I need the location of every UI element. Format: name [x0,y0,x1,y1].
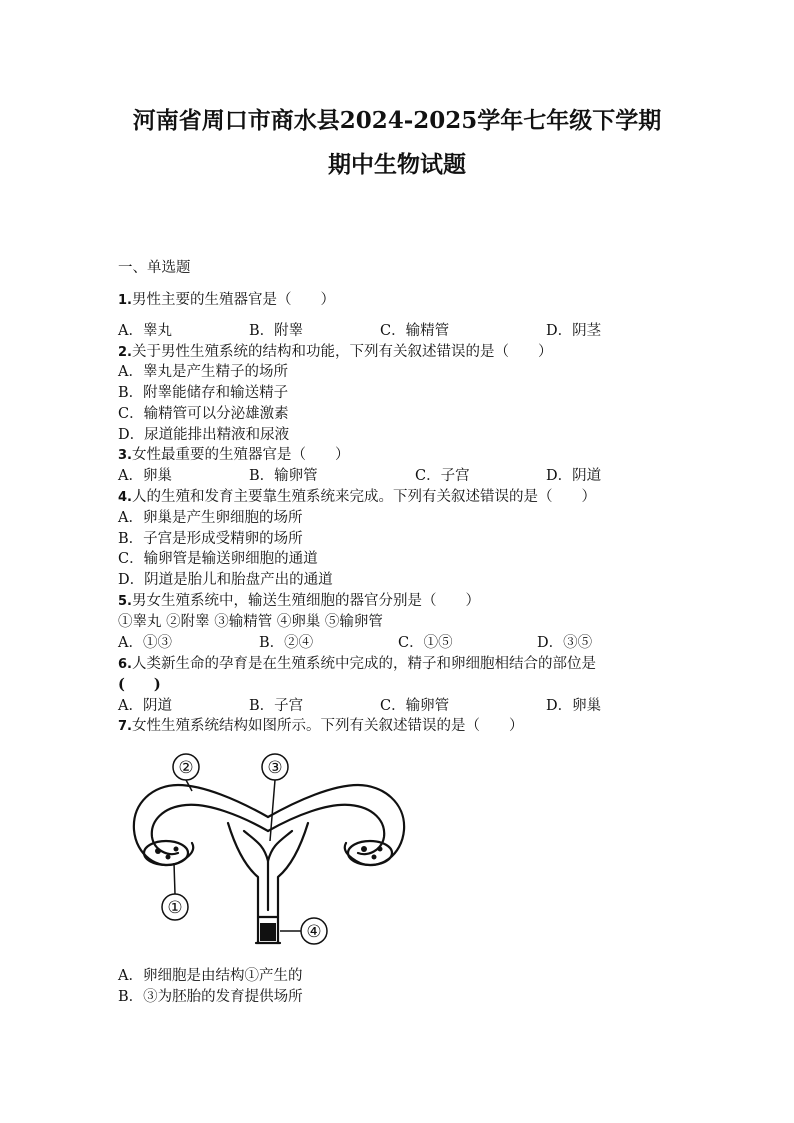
question-text: 男性主要的生殖器官是（ ） [131,292,335,308]
option-a[interactable]: A．卵细胞是由结构①产生的 [118,968,303,984]
option-b[interactable]: B．附睾 [249,323,304,339]
question-7 [118,717,523,736]
question-text: 人类新生命的孕育是在生殖系统中完成的，精子和卵细胞相结合的部位是 [131,656,596,672]
document-title-line1: 河南省周口市商水县2024-2025学年七年级下学期 [132,107,662,134]
option-b[interactable]: B．附睾能储存和输送精子 [118,385,289,401]
question-1 [118,291,335,310]
option-b[interactable]: B．子宫是形成受精卵的场所 [118,531,303,547]
option-d[interactable]: D．阴茎 [546,323,602,339]
option-d[interactable]: D．阴道是胎儿和胎盘产出的通道 [118,572,333,588]
document-title-line2: 期中生物试题 [328,151,466,178]
option-a[interactable]: A．睾丸是产生精子的场所 [118,364,288,380]
option-c[interactable]: C．输精管可以分泌雄激素 [118,406,289,422]
female-reproductive-system-diagram [118,745,418,955]
question-5 [118,592,480,611]
question-number: 6. [118,657,132,672]
question-4 [118,488,596,507]
option-a[interactable]: A．①③ [118,635,172,651]
figure-label-4: ④ [306,922,322,942]
question-3 [118,446,349,465]
option-d[interactable]: D．阴道 [546,468,602,484]
question-text: 女性最重要的生殖器官是（ ） [131,447,350,463]
option-d[interactable]: D．尿道能排出精液和尿液 [118,427,290,443]
option-b[interactable]: B．③为胚胎的发育提供场所 [118,989,303,1005]
option-a[interactable]: A．卵巢 [118,468,172,484]
question-number: 1. [118,293,132,308]
question-number: 7. [118,719,132,734]
option-a[interactable]: A．卵巢是产生卵细胞的场所 [118,510,303,526]
figure-label-1: ① [167,898,183,918]
question-number: 4. [118,490,132,505]
option-b[interactable]: B．子宫 [249,698,304,714]
question-6 [118,655,596,674]
question-number: 3. [118,448,132,463]
option-a[interactable]: A．睾丸 [118,323,172,339]
option-d[interactable]: D．③⑤ [537,635,593,651]
question-text: 男女生殖系统中，输送生殖细胞的器官分别是（ ） [131,593,480,609]
question-2 [118,343,552,362]
option-c[interactable]: C．①⑤ [398,635,453,651]
option-b[interactable]: B．②④ [259,635,314,651]
question-text: 女性生殖系统结构如图所示。下列有关叙述错误的是（ ） [131,718,524,734]
option-a[interactable]: A．阴道 [118,698,172,714]
question-number: 2. [118,345,132,360]
question-5-items: ①睾丸 ②附睾 ③输精管 ④卵巢 ⑤输卵管 [118,614,383,630]
question-6-bracket: ( ) [118,676,161,693]
figure-label-3: ③ [267,758,283,778]
section-heading: 一、单选题 [118,260,191,276]
figure-label-2: ② [178,758,194,778]
option-c[interactable]: C．子宫 [415,468,470,484]
option-d[interactable]: D．卵巢 [546,698,602,714]
option-c[interactable]: C．输卵管 [380,698,450,714]
question-text: 人的生殖和发育主要靠生殖系统来完成。下列有关叙述错误的是（ ） [131,489,596,505]
option-c[interactable]: C．输精管 [380,323,450,339]
question-text: 关于男性生殖系统的结构和功能，下列有关叙述错误的是（ ） [131,344,553,360]
question-number: 5. [118,594,132,609]
option-b[interactable]: B．输卵管 [249,468,318,484]
option-c[interactable]: C．输卵管是输送卵细胞的通道 [118,551,318,567]
